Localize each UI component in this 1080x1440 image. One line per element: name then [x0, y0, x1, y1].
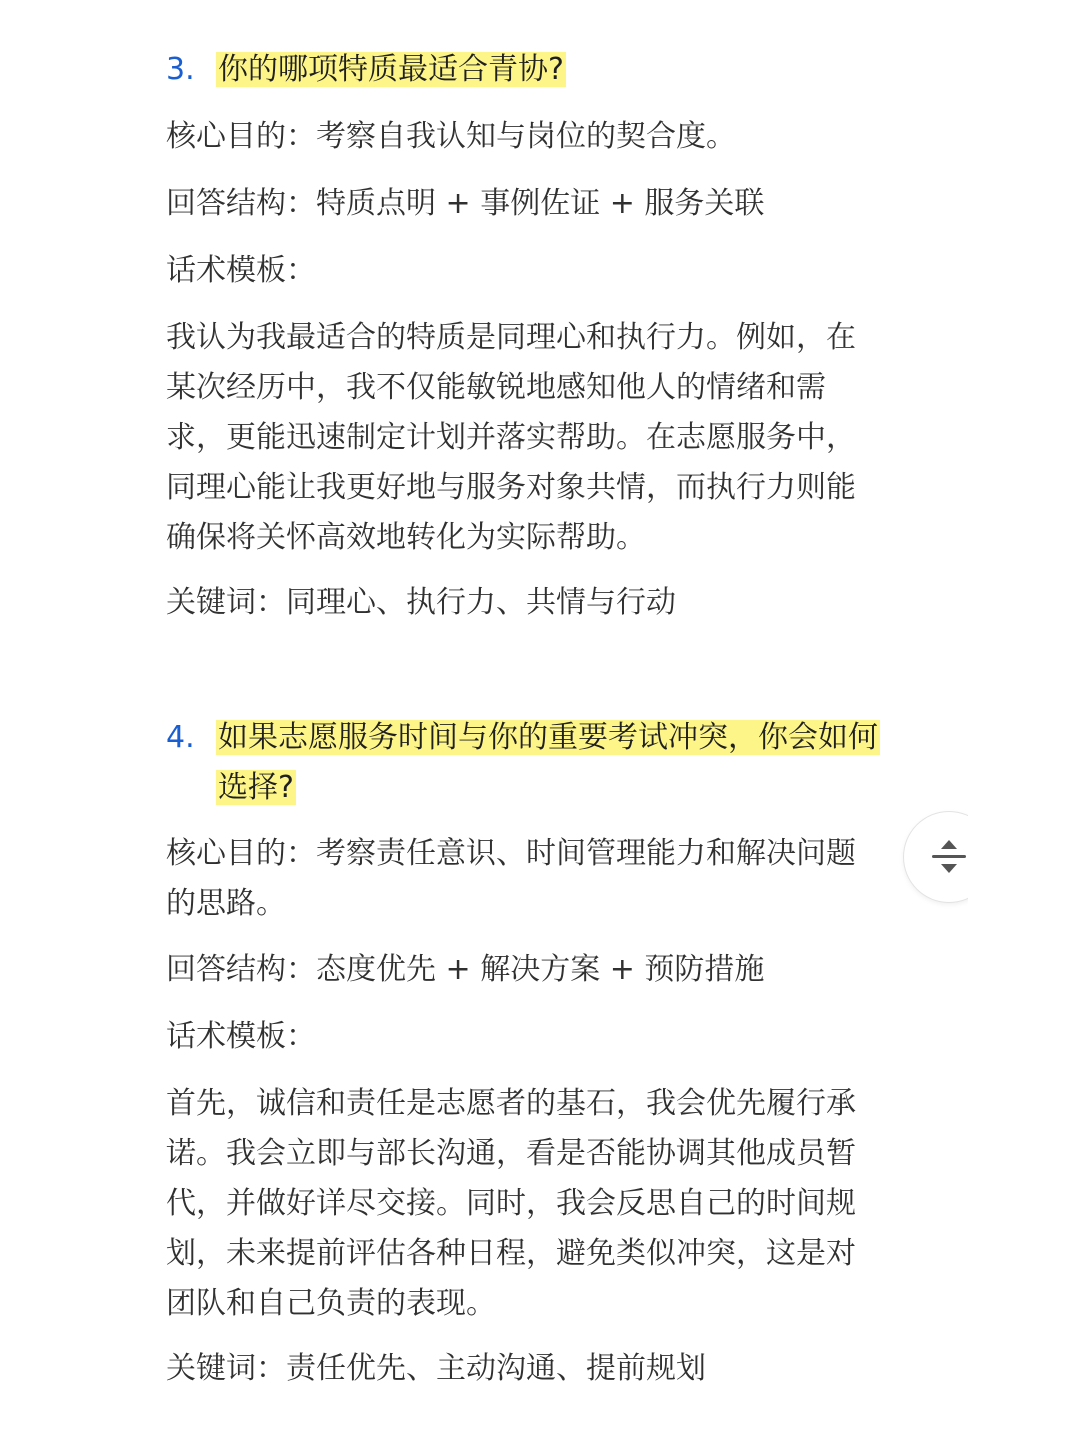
question-title	[216, 45, 916, 95]
question-number: 4.	[166, 720, 195, 755]
paragraph-line: 求，更能迅速制定计划并落实帮助。在志愿服务中，	[166, 420, 856, 455]
paragraph-line: 划，未来提前评估各种日程，避免类似冲突，这是对	[166, 1236, 856, 1271]
highlighted-question: 你的哪项特质最适合青协?	[218, 52, 564, 87]
paragraph-line: 团队和自己负责的表现。	[166, 1286, 496, 1321]
highlighted-question-line-1: 如果志愿服务时间与你的重要考试冲突，你会如何	[218, 720, 878, 755]
paragraph-line: 首先，诚信和责任是志愿者的基石，我会优先履行承	[166, 1086, 856, 1121]
question-title	[216, 713, 916, 813]
question-3-heading	[166, 45, 916, 95]
keywords: 关键词：同理心、执行力、共情与行动	[166, 585, 676, 620]
question-number: 3.	[166, 52, 195, 87]
core-purpose: 核心目的：考察自我认知与岗位的契合度。	[166, 119, 736, 154]
answer-structure: 回答结构：态度优先 + 解决方案 + 预防措施	[166, 952, 765, 987]
question-4-heading	[166, 713, 916, 813]
paragraph-line: 诺。我会立即与部长沟通，看是否能协调其他成员暂	[166, 1136, 856, 1171]
paragraph-line: 我认为我最适合的特质是同理心和执行力。例如，在	[166, 320, 856, 355]
template-label: 话术模板：	[166, 253, 316, 288]
core-purpose	[166, 829, 896, 929]
paragraph-line: 核心目的：考察责任意识、时间管理能力和解决问题	[166, 836, 856, 871]
paragraph-line: 同理心能让我更好地与服务对象共情，而执行力则能	[166, 470, 856, 505]
keywords: 关键词：责任优先、主动沟通、提前规划	[166, 1351, 706, 1386]
answer-structure: 回答结构：特质点明 + 事例佐证 + 服务关联	[166, 186, 765, 221]
paragraph-line: 代，并做好详尽交接。同时，我会反思自己的时间规	[166, 1186, 856, 1221]
paragraph-line: 确保将关怀高效地转化为实际帮助。	[166, 520, 646, 555]
scroll-toggle-icon	[928, 838, 970, 876]
highlighted-question-line-2: 选择?	[218, 770, 294, 805]
template-paragraph	[166, 1079, 896, 1329]
paragraph-line: 某次经历中，我不仅能敏锐地感知他人的情绪和需	[166, 370, 826, 405]
edge-mask	[968, 800, 1080, 912]
paragraph-line: 的思路。	[166, 886, 286, 921]
template-label: 话术模板：	[166, 1019, 316, 1054]
template-paragraph	[166, 313, 896, 563]
